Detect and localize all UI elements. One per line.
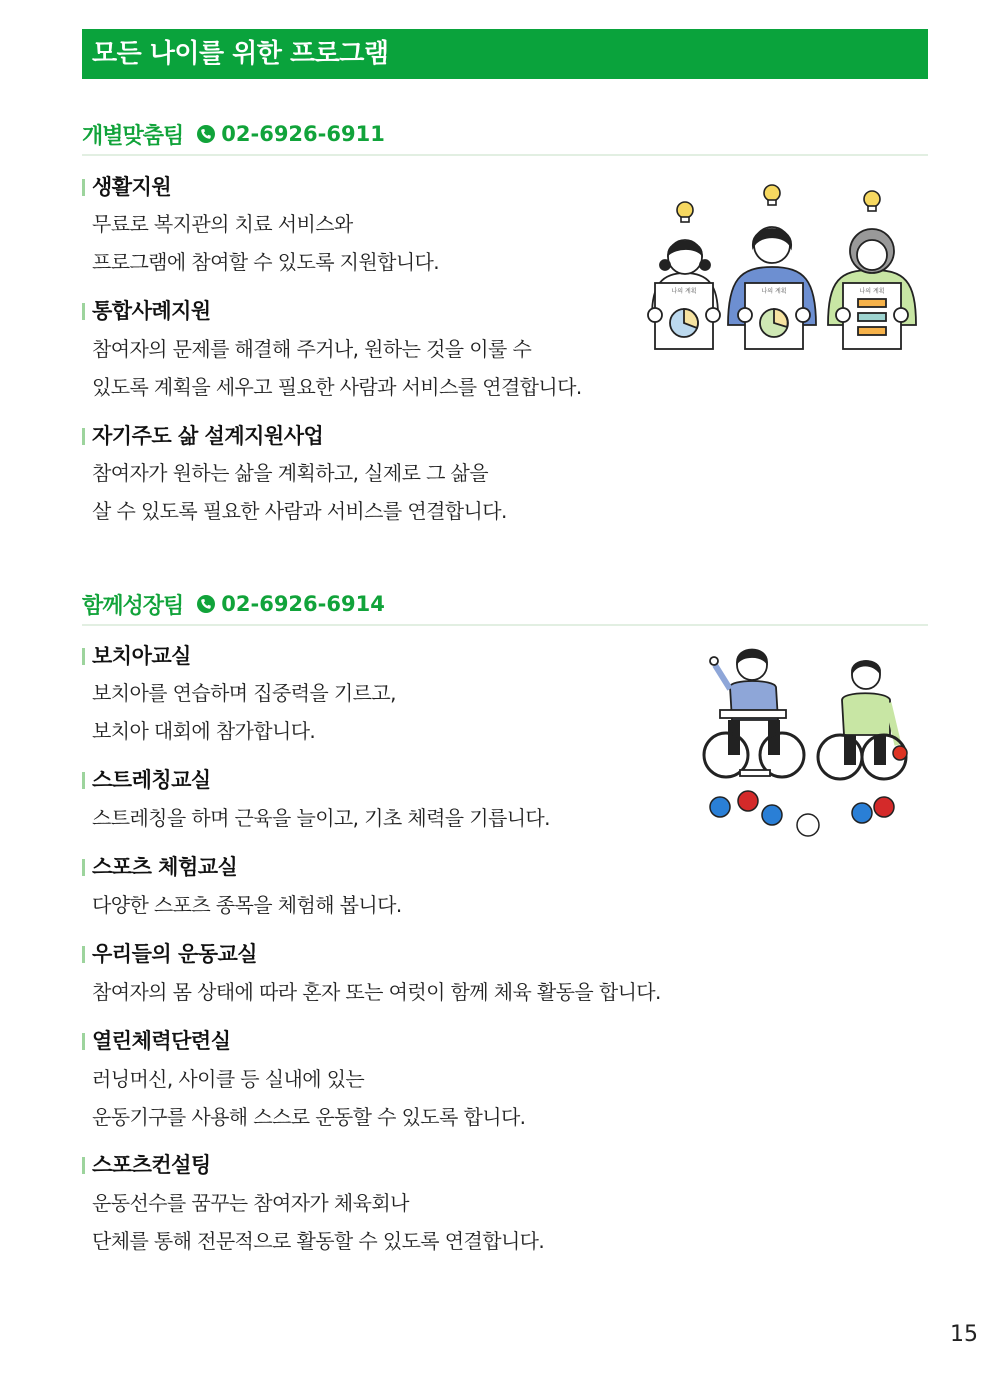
board-label: 나의 계획 xyxy=(671,288,697,295)
desc-line: 참여자의 문제를 해결해 주거나, 원하는 것을 이룰 수 xyxy=(92,337,532,361)
planning-people-illustration xyxy=(640,175,930,355)
item-title: 보치아교실 xyxy=(82,643,191,669)
desc-line: 다양한 스포츠 종목을 체험해 봅니다. xyxy=(92,893,402,917)
desc-line: 참여자의 몸 상태에 따라 혼자 또는 여럿이 함께 체육 활동을 합니다. xyxy=(92,980,661,1004)
desc-line: 프로그램에 참여할 수 있도록 지원합니다. xyxy=(92,250,440,274)
item-desc xyxy=(92,205,439,281)
desc-line: 러닝머신, 사이클 등 실내에 있는 xyxy=(92,1067,365,1091)
page-banner xyxy=(82,29,928,79)
item-desc xyxy=(92,973,661,1011)
desc-line: 스트레칭을 하며 근육을 늘이고, 기초 체력을 기릅니다. xyxy=(92,806,550,830)
item-title: 생활지원 xyxy=(82,174,171,200)
team-phone: 02-6926-6914 xyxy=(221,592,385,616)
phone-icon xyxy=(197,125,215,143)
item-title: 자기주도 삶 설계지원사업 xyxy=(82,423,323,449)
team-header-growth xyxy=(82,584,928,626)
item-desc xyxy=(92,1184,544,1260)
desc-line: 있도록 계획을 세우고 필요한 사람과 서비스를 연결합니다. xyxy=(92,375,582,399)
team-phone: 02-6926-6911 xyxy=(221,122,385,146)
desc-line: 살 수 있도록 필요한 사람과 서비스를 연결합니다. xyxy=(92,499,507,523)
wheelchair-player-figure xyxy=(704,650,804,778)
item-title: 우리들의 운동교실 xyxy=(82,941,257,967)
item-title: 스포츠컨설팅 xyxy=(82,1152,211,1178)
page-number: 15 xyxy=(950,1322,978,1347)
item-title: 통합사례지원 xyxy=(82,298,211,324)
item-title: 열린체력단련실 xyxy=(82,1028,231,1054)
desc-line: 운동기구를 사용해 스스로 운동할 수 있도록 합니다. xyxy=(92,1105,526,1129)
wheelchair-player-figure xyxy=(818,661,906,779)
item-desc xyxy=(92,454,507,530)
phone-icon xyxy=(197,595,215,613)
desc-line: 보치아를 연습하며 집중력을 기르고, xyxy=(92,681,396,705)
board-label: 나의 계획 xyxy=(859,288,885,295)
item-title: 스포츠 체험교실 xyxy=(82,854,237,880)
item-desc xyxy=(92,1060,525,1136)
item-desc xyxy=(92,886,402,924)
item-desc xyxy=(92,674,396,750)
desc-line: 운동선수를 꿈꾸는 참여자가 체육회나 xyxy=(92,1191,409,1215)
team-name: 개별맞춤팀 xyxy=(82,123,184,149)
board-label: 나의 계획 xyxy=(761,288,787,295)
item-desc xyxy=(92,330,582,406)
desc-line: 무료로 복지관의 치료 서비스와 xyxy=(92,212,353,236)
team-header-individual xyxy=(82,114,928,156)
desc-line: 단체를 통해 전문적으로 활동할 수 있도록 연결합니다. xyxy=(92,1229,545,1253)
item-desc xyxy=(92,799,550,837)
boccia-players-illustration xyxy=(700,645,910,845)
lightbulb-icon xyxy=(677,185,880,222)
team-name: 함께성장팀 xyxy=(82,593,184,619)
desc-line: 참여자가 원하는 삶을 계획하고, 실제로 그 삶을 xyxy=(92,461,488,485)
banner-title: 모든 나이를 위한 프로그램 xyxy=(92,39,389,69)
desc-line: 보치아 대회에 참가합니다. xyxy=(92,719,316,743)
item-title: 스트레칭교실 xyxy=(82,767,211,793)
